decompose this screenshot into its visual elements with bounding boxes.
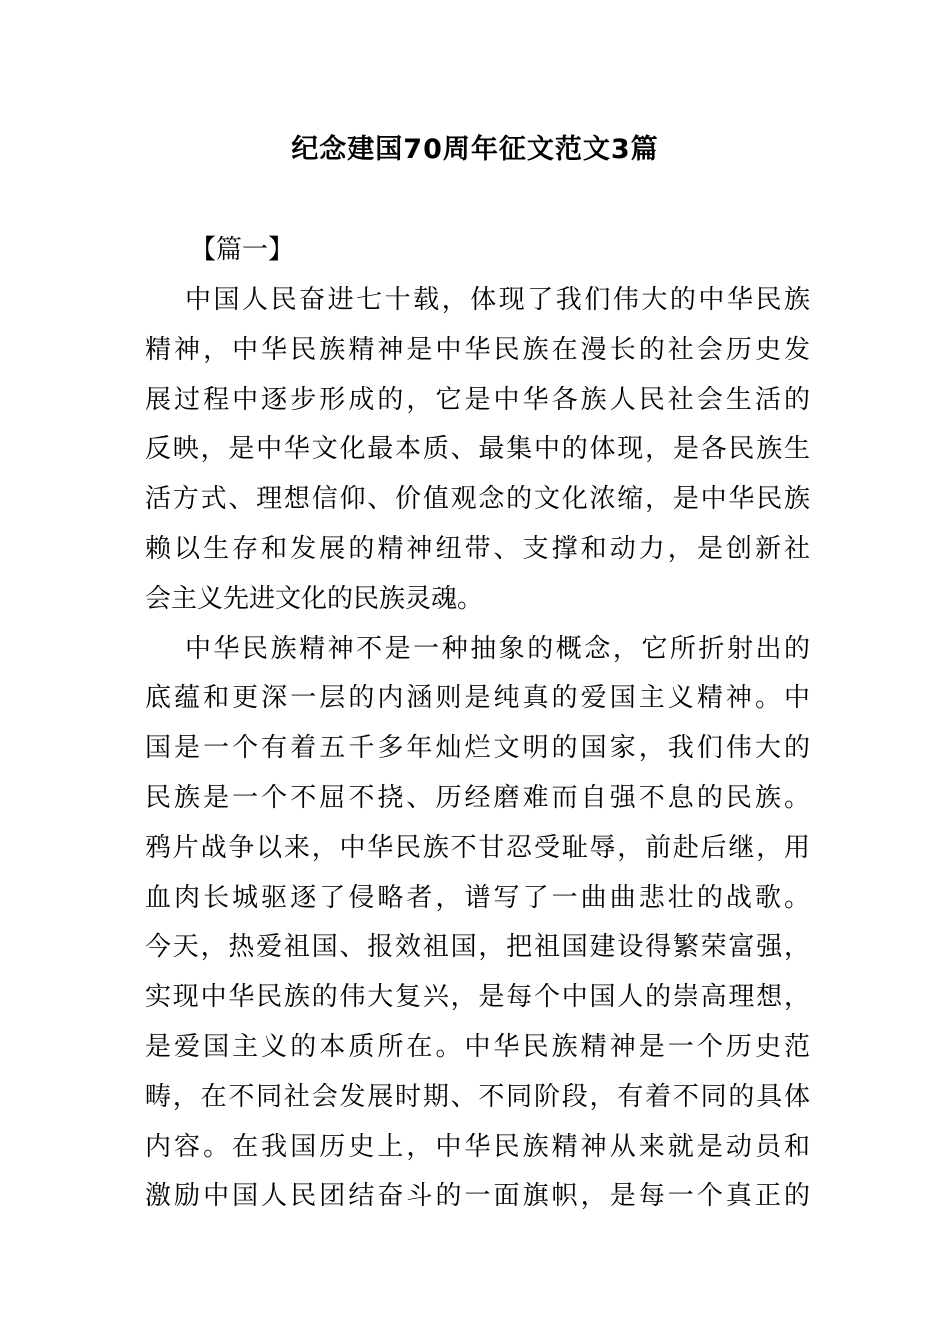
text-line: 实现中华民族的伟大复兴，是每个中国人的崇高理想， [145, 982, 810, 1013]
text-line: 鸦片战争以来，中华民族不甘忍受耻辱，前赴后继，用 [145, 832, 810, 863]
text-line: 血肉长城驱逐了侵略者，谱写了一曲曲悲壮的战歌。 [145, 882, 810, 913]
text-line: 反映，是中华文化最本质、最集中的体现，是各民族生 [145, 434, 810, 465]
text-line: 底蕴和更深一层的内涵则是纯真的爱国主义精神。中 [145, 683, 810, 714]
text-line: 是爱国主义的本质所在。中华民族精神是一个历史范 [145, 1031, 810, 1062]
text-line: 民族是一个不屈不挠、历经磨难而自强不息的民族。 [145, 782, 810, 813]
text-line: 展过程中逐步形成的，它是中华各族人民社会生活的 [145, 384, 810, 415]
text-line: 激励中国人民团结奋斗的一面旗帜，是每一个真正的 [145, 1181, 810, 1212]
paragraph-2 [145, 625, 810, 1223]
text-line: 赖以生存和发展的精神纽带、支撑和动力，是创新社 [145, 533, 810, 564]
text-line: 畴，在不同社会发展时期、不同阶段，有着不同的具体 [145, 1081, 810, 1112]
text-line: 精神，中华民族精神是中华民族在漫长的社会历史发 [145, 334, 810, 365]
text-line: 今天，热爱祖国、报效祖国，把祖国建设得繁荣富强， [145, 932, 810, 963]
text-line: 国是一个有着五千多年灿烂文明的国家，我们伟大的 [145, 733, 810, 764]
document-title: 纪念建国70周年征文范文3篇 [291, 134, 659, 165]
text-line: 活方式、理想信仰、价值观念的文化浓缩，是中华民族 [145, 484, 810, 515]
document-body [145, 276, 810, 1222]
text-line: 内容。在我国历史上，中华民族精神从来就是动员和 [145, 1131, 810, 1162]
text-line: 会主义先进文化的民族灵魂。 [145, 583, 484, 614]
text-line: 中华民族精神不是一种抽象的概念，它所折射出的 [185, 633, 810, 664]
section-heading: 【篇一】 [190, 235, 295, 265]
paragraph-1 [145, 276, 810, 625]
text-line: 中国人民奋进七十载，体现了我们伟大的中华民族 [185, 285, 810, 315]
